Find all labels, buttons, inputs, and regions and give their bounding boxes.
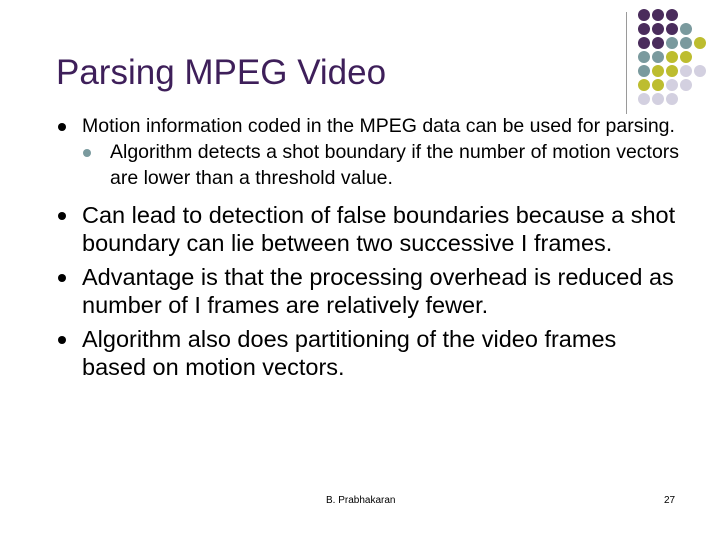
sub-bullet-icon: [83, 149, 91, 157]
bullet-icon: [58, 336, 66, 344]
decorative-dot: [666, 65, 678, 77]
bullet-text: Algorithm also does partitioning of the video frames based on motion vectors.: [82, 326, 617, 380]
decorative-dot: [694, 37, 706, 49]
decorative-dot: [652, 9, 664, 21]
decorative-vertical-line: [626, 12, 627, 114]
decorative-dot: [638, 23, 650, 35]
decorative-dot: [666, 51, 678, 63]
bullet-icon: [58, 123, 66, 131]
decorative-dot: [666, 23, 678, 35]
decorative-dot: [652, 79, 664, 91]
sub-bullet-text: Algorithm detects a shot boundary if the number of motion vectors are lower than a threshold value.: [110, 141, 680, 189]
bullet-text: Advantage is that the processing overhead is reduced as number of I frames are relatively fewer.: [82, 264, 674, 318]
decorative-dot: [666, 93, 678, 105]
bullet-item-4: [56, 325, 680, 381]
decorative-dot: [652, 23, 664, 35]
bullet-item-2: [56, 201, 680, 257]
bullet-icon: [58, 212, 66, 220]
decorative-dot: [680, 37, 692, 49]
decorative-dot: [652, 65, 664, 77]
bullet-text: Motion information coded in the MPEG data can be used for parsing.: [82, 115, 675, 137]
decorative-dot: [652, 93, 664, 105]
footer-author: B. Prabhakaran: [326, 495, 396, 506]
decorative-dot: [638, 51, 650, 63]
decorative-dot: [652, 37, 664, 49]
decorative-dot: [652, 51, 664, 63]
decorative-dot: [638, 37, 650, 49]
decorative-dot: [666, 79, 678, 91]
bullet-list: [56, 113, 680, 381]
sub-bullet-item-1: [82, 139, 680, 191]
decorative-dot: [680, 79, 692, 91]
decorative-dot: [680, 65, 692, 77]
decorative-dot: [666, 9, 678, 21]
bullet-text: Can lead to detection of false boundaries because a shot boundary can lie between two successive I frames.: [82, 202, 676, 256]
decorative-dot: [638, 65, 650, 77]
page-number: 27: [664, 495, 676, 506]
bullet-item-3: [56, 263, 680, 319]
decorative-dot: [680, 51, 692, 63]
decorative-dot: [638, 93, 650, 105]
decorative-dot: [680, 23, 692, 35]
decorative-dot: [638, 9, 650, 21]
bullet-icon: [58, 274, 66, 282]
decorative-dot: [694, 65, 706, 77]
bullet-item-1: [56, 113, 680, 191]
slide-title: Parsing MPEG Video: [56, 53, 387, 92]
decorative-dot: [666, 37, 678, 49]
decorative-dot: [638, 79, 650, 91]
